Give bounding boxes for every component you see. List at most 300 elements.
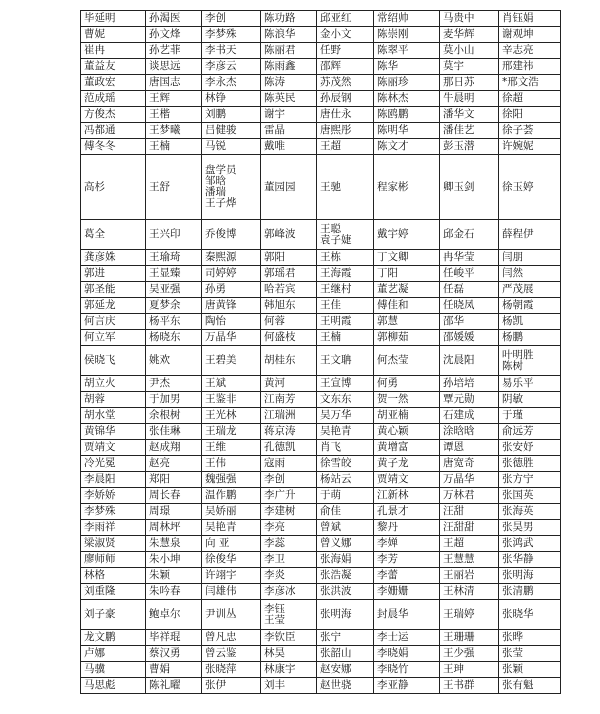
name-cell: 唐国志 — [146, 75, 202, 91]
name-cell: 王舒 — [146, 155, 202, 220]
name-line: 陈树 — [502, 359, 523, 372]
name-cell: 江瑞洲 — [261, 408, 317, 424]
table-row — [81, 646, 561, 662]
name-cell: 朱小坤 — [146, 552, 202, 568]
name-cell: 李书天 — [202, 43, 261, 59]
name-cell: 冯都通 — [81, 123, 146, 139]
name-cell: 王光林 — [202, 408, 261, 424]
table-row — [81, 298, 561, 314]
name-cell: 孙艺菲 — [146, 43, 202, 59]
table-row — [81, 536, 561, 552]
name-cell: 闫朋 — [499, 250, 561, 266]
table-row — [81, 266, 561, 282]
name-line: 袁子婕 — [320, 233, 352, 246]
name-cell: 陈崇刚 — [374, 27, 440, 43]
name-cell: 王楠 — [146, 139, 202, 155]
name-cell: 那日苏 — [440, 75, 499, 91]
name-cell: 李建树 — [261, 504, 317, 520]
name-cell: 刘鹏 — [202, 107, 261, 123]
name-cell: 贺一然 — [374, 392, 440, 408]
name-cell: 龙文鹏 — [81, 630, 146, 646]
name-cell: 张有魁 — [499, 678, 561, 694]
name-cell: 陈礼曜 — [146, 678, 202, 694]
name-cell: 尹训丛 — [202, 600, 261, 630]
name-cell: 王瑞龙 — [202, 424, 261, 440]
name-cell: 乔俊博 — [202, 220, 261, 250]
table-row — [81, 91, 561, 107]
name-line: 王莹 — [264, 613, 285, 626]
name-cell: 张浩凝 — [317, 568, 374, 584]
name-cell: 余根树 — [146, 408, 202, 424]
name-cell: 王斌 — [202, 376, 261, 392]
name-cell: 李创 — [202, 11, 261, 27]
name-table — [80, 10, 561, 694]
name-cell: 许婉妮 — [499, 139, 561, 155]
name-cell: 雷晶 — [261, 123, 317, 139]
name-cell: 李卫 — [261, 552, 317, 568]
name-cell: 张德胜 — [499, 456, 561, 472]
name-cell: 董园园 — [261, 155, 317, 220]
table-row — [81, 139, 561, 155]
name-cell: 邵华 — [440, 314, 499, 330]
name-cell: 陶怡 — [202, 314, 261, 330]
table-row — [81, 520, 561, 536]
name-cell: 王碧美 — [202, 346, 261, 376]
name-cell: 王瑜琦 — [146, 250, 202, 266]
name-cell: 唐熙彤 — [317, 123, 374, 139]
name-cell: 马骥 — [81, 662, 146, 678]
name-cell: 文东东 — [317, 392, 374, 408]
name-cell: 姚欢 — [146, 346, 202, 376]
name-cell: 马贵中 — [440, 11, 499, 27]
name-line: 李钰 — [264, 602, 285, 615]
name-cell: 王海霞 — [317, 266, 374, 282]
name-line: 王聪 — [320, 222, 341, 235]
name-cell: 张海娟 — [317, 552, 374, 568]
table-row — [81, 408, 561, 424]
name-cell: 戴宇婷 — [374, 220, 440, 250]
name-cell: 王伟 — [202, 456, 261, 472]
name-cell: 崔冉 — [81, 43, 146, 59]
table-row — [81, 123, 561, 139]
name-cell: 吕健骏 — [202, 123, 261, 139]
table-row — [81, 456, 561, 472]
table-row — [81, 504, 561, 520]
name-cell: 贾靖文 — [81, 440, 146, 456]
name-cell: 孙文烽 — [146, 27, 202, 43]
name-cell: 胡水堂 — [81, 408, 146, 424]
name-cell: 孙辰钢 — [317, 91, 374, 107]
name-cell: 董艺凝 — [374, 282, 440, 298]
name-cell: 寇雨 — [261, 456, 317, 472]
name-cell: 汪甜 — [440, 504, 499, 520]
name-cell: 徐超 — [499, 91, 561, 107]
table-row — [81, 314, 561, 330]
name-cell: 张晓华 — [499, 600, 561, 630]
name-cell: 梁淑贤 — [81, 536, 146, 552]
name-cell: 刘子豪 — [81, 600, 146, 630]
name-cell: 张清鹏 — [499, 584, 561, 600]
name-cell: 陈浪华 — [261, 27, 317, 43]
name-cell: 廖师师 — [81, 552, 146, 568]
name-cell: 肖钰娟 — [499, 11, 561, 27]
table-row — [81, 107, 561, 123]
name-cell: 司婷婷 — [202, 266, 261, 282]
name-cell: 毕祥琨 — [146, 630, 202, 646]
name-cell: 王楷 — [146, 107, 202, 123]
name-cell: 王栋 — [317, 250, 374, 266]
name-cell: 吴亚强 — [146, 282, 202, 298]
name-cell: 傅冬冬 — [81, 139, 146, 155]
name-cell: 张安妤 — [499, 440, 561, 456]
name-cell: 郭瑶君 — [261, 266, 317, 282]
name-cell: 李晨阳 — [81, 472, 146, 488]
name-cell: 常绍帅 — [374, 11, 440, 27]
name-cell: 陈丽珍 — [374, 75, 440, 91]
name-cell: 牛晨明 — [440, 91, 499, 107]
name-cell: 张明海 — [499, 568, 561, 584]
name-cell: 许翊宇 — [202, 568, 261, 584]
name-cell: 李炎 — [261, 568, 317, 584]
name-cell: 陈翠平 — [374, 43, 440, 59]
name-cell: 赵成翔 — [146, 440, 202, 456]
name-cell: 张鸿武 — [499, 536, 561, 552]
name-cell: 王继村 — [317, 282, 374, 298]
name-cell: 谢宇 — [261, 107, 317, 123]
name-cell: 石建成 — [440, 408, 499, 424]
name-cell: 夏梦余 — [146, 298, 202, 314]
name-cell: 郭延龙 — [81, 298, 146, 314]
name-cell: 董政宏 — [81, 75, 146, 91]
name-cell: 张昊男 — [499, 520, 561, 536]
name-cell: 陈英民 — [261, 91, 317, 107]
name-cell: 孙渴医 — [146, 11, 202, 27]
table-row — [81, 11, 561, 27]
name-cell: 尹杰 — [146, 376, 202, 392]
name-cell: 邱金石 — [440, 220, 499, 250]
name-cell: 温作鹏 — [202, 488, 261, 504]
name-cell: 莫宇 — [440, 59, 499, 75]
table-row — [81, 678, 561, 694]
name-cell: 李创 — [261, 472, 317, 488]
table-row — [81, 75, 561, 91]
name-cell: 金小文 — [317, 27, 374, 43]
name-cell: 闫然 — [499, 266, 561, 282]
name-cell: 李蕾 — [374, 568, 440, 584]
name-cell: 王书群 — [440, 678, 499, 694]
name-cell: 莫小山 — [440, 43, 499, 59]
name-cell: 吴艳青 — [317, 424, 374, 440]
name-cell: 陈明华 — [374, 123, 440, 139]
name-cell: 张颖 — [499, 662, 561, 678]
name-cell: 潘佳艺 — [440, 123, 499, 139]
name-cell: 杨鹏 — [499, 330, 561, 346]
table-row — [81, 552, 561, 568]
name-cell: 侯晓飞 — [81, 346, 146, 376]
name-cell: 李彦冰 — [261, 584, 317, 600]
name-cell: 李广升 — [261, 488, 317, 504]
name-cell: 吴娇丽 — [202, 504, 261, 520]
table-row — [81, 220, 561, 250]
table-row — [81, 392, 561, 408]
name-cell: 阴敏 — [499, 392, 561, 408]
name-cell: 徐俊华 — [202, 552, 261, 568]
name-line: 王子烨 — [205, 197, 237, 209]
name-cell: 王梦曦 — [146, 123, 202, 139]
name-cell: 孙培培 — [440, 376, 499, 392]
name-cell: 封晨华 — [374, 600, 440, 630]
name-cell: 朱吟春 — [146, 584, 202, 600]
name-cell: 黄增富 — [374, 440, 440, 456]
name-cell: 辛志亮 — [499, 43, 561, 59]
name-line: 盘学员 — [205, 164, 237, 176]
name-cell: 于萌 — [317, 488, 374, 504]
name-cell: 李娇娇 — [81, 488, 146, 504]
name-cell: 汪甜甜 — [440, 520, 499, 536]
name-cell: 王楠 — [317, 330, 374, 346]
name-cell: 杨平东 — [146, 314, 202, 330]
name-cell: 于加男 — [146, 392, 202, 408]
name-cell: 杨朝霞 — [499, 298, 561, 314]
name-cell: 李梦殊 — [81, 504, 146, 520]
name-cell: 魏强强 — [202, 472, 261, 488]
name-cell: 王少强 — [440, 646, 499, 662]
name-cell: 李晓娟 — [374, 646, 440, 662]
name-cell: 黄锦华 — [81, 424, 146, 440]
name-cell: 李彦云 — [202, 59, 261, 75]
table-row — [81, 250, 561, 266]
name-cell: 蒋京涛 — [261, 424, 317, 440]
name-cell: 李士运 — [374, 630, 440, 646]
name-cell: *邢文浩 — [499, 75, 561, 91]
table-row — [81, 330, 561, 346]
table-row — [81, 282, 561, 298]
name-cell: 周林坪 — [146, 520, 202, 536]
name-cell: 卿玉剑 — [440, 155, 499, 220]
name-cell: 俞远芳 — [499, 424, 561, 440]
name-cell: 张海英 — [499, 504, 561, 520]
name-cell: 万晶华 — [440, 472, 499, 488]
name-cell: 胡桂东 — [261, 346, 317, 376]
name-cell: 林格 — [81, 568, 146, 584]
name-cell: 陈功路 — [261, 11, 317, 27]
name-cell: 朱颖 — [146, 568, 202, 584]
name-cell: 李蕊 — [261, 536, 317, 552]
name-cell: 任野 — [317, 43, 374, 59]
name-cell: 潘华文 — [440, 107, 499, 123]
table-row — [81, 155, 561, 220]
name-cell: 丁阳 — [374, 266, 440, 282]
name-cell: 董益友 — [81, 59, 146, 75]
name-cell: 陈涛 — [261, 75, 317, 91]
table-row — [81, 424, 561, 440]
name-cell: 林康宇 — [261, 662, 317, 678]
name-cell: 程家彬 — [374, 155, 440, 220]
name-cell: 李亚静 — [374, 678, 440, 694]
name-cell: 张伊 — [202, 678, 261, 694]
name-cell: 赵安娜 — [317, 662, 374, 678]
name-cell: 傅佳和 — [374, 298, 440, 314]
table-row — [81, 600, 561, 630]
name-cell: 陈华 — [374, 59, 440, 75]
name-cell: 邵媛媛 — [440, 330, 499, 346]
name-cell: 任晓凤 — [440, 298, 499, 314]
name-cell: 马思彪 — [81, 678, 146, 694]
name-cell: 葛全 — [81, 220, 146, 250]
name-cell — [499, 346, 561, 376]
name-cell: 张方宁 — [499, 472, 561, 488]
name-cell: 王驰 — [317, 155, 374, 220]
name-cell: 郭慧 — [374, 314, 440, 330]
name-cell: 范成瑶 — [81, 91, 146, 107]
table-row — [81, 376, 561, 392]
name-cell: 何勇 — [374, 376, 440, 392]
name-cell: 张佳琳 — [146, 424, 202, 440]
table-row — [81, 43, 561, 59]
name-cell: 周璟 — [146, 504, 202, 520]
name-cell: 王慧慧 — [440, 552, 499, 568]
name-cell: 张晓萍 — [202, 662, 261, 678]
name-cell: 万林君 — [440, 488, 499, 504]
name-cell: 郭圣能 — [81, 282, 146, 298]
name-cell: 马锐 — [202, 139, 261, 155]
table-row — [81, 346, 561, 376]
table-row — [81, 440, 561, 456]
name-cell: 王丽岩 — [440, 568, 499, 584]
name-cell: 李晓竹 — [374, 662, 440, 678]
name-cell: 黄子龙 — [374, 456, 440, 472]
name-cell: 鲍卓尔 — [146, 600, 202, 630]
name-cell: 唐仕永 — [317, 107, 374, 123]
name-cell: 严茂展 — [499, 282, 561, 298]
name-cell: 曹娟 — [146, 662, 202, 678]
name-cell: 闫雄伟 — [202, 584, 261, 600]
name-cell: 哈若宾 — [261, 282, 317, 298]
name-cell: 孙勇 — [202, 282, 261, 298]
name-cell: 吴万华 — [317, 408, 374, 424]
table-row — [81, 27, 561, 43]
table-row — [81, 488, 561, 504]
name-cell: 曹妮 — [81, 27, 146, 43]
name-cell: 蔡汉勇 — [146, 646, 202, 662]
name-cell: 王超 — [440, 536, 499, 552]
name-cell: 陈鸥鹏 — [374, 107, 440, 123]
name-cell: 刘丰 — [261, 678, 317, 694]
name-cell: 李永杰 — [202, 75, 261, 91]
name-cell: 彭玉潜 — [440, 139, 499, 155]
table-row — [81, 59, 561, 75]
name-cell: 苏茂然 — [317, 75, 374, 91]
name-cell: 江新林 — [374, 488, 440, 504]
name-cell: 丁文卿 — [374, 250, 440, 266]
name-cell: 陈雨鑫 — [261, 59, 317, 75]
name-cell: 王宣博 — [317, 376, 374, 392]
name-cell: 谭恩 — [440, 440, 499, 456]
name-cell: 肖飞 — [317, 440, 374, 456]
name-line: 潘瑞 — [205, 186, 226, 198]
name-line: 叶明胜 — [502, 348, 534, 361]
name-cell: 任峻平 — [440, 266, 499, 282]
name-cell: 杨凯 — [499, 314, 561, 330]
name-cell: 方俊杰 — [81, 107, 146, 123]
name-cell: 徐阳 — [499, 107, 561, 123]
name-cell: 陈丽君 — [261, 43, 317, 59]
name-cell: 张明海 — [317, 600, 374, 630]
name-cell: 胡蓉 — [81, 392, 146, 408]
name-cell: 邱亚红 — [317, 11, 374, 27]
name-cell: 王超 — [317, 139, 374, 155]
name-cell: 徐玉婷 — [499, 155, 561, 220]
name-cell: 卢娜 — [81, 646, 146, 662]
name-line: 邹晗 — [205, 175, 226, 187]
name-cell: 徐子荟 — [499, 123, 561, 139]
name-cell: 曾义娜 — [317, 536, 374, 552]
name-cell: 黄河 — [261, 376, 317, 392]
name-cell: 毕延明 — [81, 11, 146, 27]
name-cell: 张华静 — [499, 552, 561, 568]
name-cell: 徐雪皎 — [317, 456, 374, 472]
name-cell: 王珅 — [440, 662, 499, 678]
name-cell: 林铮 — [202, 91, 261, 107]
name-cell: 郭阳 — [261, 250, 317, 266]
name-cell: 秦熙源 — [202, 250, 261, 266]
name-cell: 曾云鉴 — [202, 646, 261, 662]
name-table-body — [81, 11, 561, 694]
name-cell — [317, 220, 374, 250]
name-cell: 林昊 — [261, 646, 317, 662]
name-cell: 何盛枝 — [261, 330, 317, 346]
name-cell: 王辉 — [146, 91, 202, 107]
name-cell: 于瑾 — [499, 408, 561, 424]
name-cell: 刘重隆 — [81, 584, 146, 600]
name-cell: 张晔 — [499, 630, 561, 646]
name-cell: 韩旭东 — [261, 298, 317, 314]
name-cell: 陈林杰 — [374, 91, 440, 107]
name-cell: 李梦殊 — [202, 27, 261, 43]
name-cell: 郭峰波 — [261, 220, 317, 250]
table-row — [81, 472, 561, 488]
name-cell: 王兴印 — [146, 220, 202, 250]
name-cell: 赵世骁 — [317, 678, 374, 694]
name-cell — [202, 155, 261, 220]
name-cell: 唐宽奇 — [440, 456, 499, 472]
name-cell: 江南芳 — [261, 392, 317, 408]
name-cell: 覃元勋 — [440, 392, 499, 408]
name-cell: 王佳 — [317, 298, 374, 314]
name-cell: 沈晨阳 — [440, 346, 499, 376]
name-cell: 万晶华 — [202, 330, 261, 346]
name-cell: 张洪波 — [317, 584, 374, 600]
name-cell: 李姗姗 — [374, 584, 440, 600]
name-cell: 李雨祥 — [81, 520, 146, 536]
name-cell: 朱慧泉 — [146, 536, 202, 552]
name-cell: 易乐平 — [499, 376, 561, 392]
name-cell: 张国英 — [499, 488, 561, 504]
name-cell: 邢建祎 — [499, 59, 561, 75]
name-cell: 邵辉 — [317, 59, 374, 75]
name-cell: 曾凡忠 — [202, 630, 261, 646]
name-cell: 麦华辉 — [440, 27, 499, 43]
name-cell: 曾斌 — [317, 520, 374, 536]
name-cell: 黄心颖 — [374, 424, 440, 440]
table-row — [81, 630, 561, 646]
name-cell — [261, 600, 317, 630]
name-cell: 张韶山 — [317, 646, 374, 662]
name-cell: 王维 — [202, 440, 261, 456]
name-cell: 王显臻 — [146, 266, 202, 282]
name-cell: 任磊 — [440, 282, 499, 298]
name-cell: 王鉴非 — [202, 392, 261, 408]
